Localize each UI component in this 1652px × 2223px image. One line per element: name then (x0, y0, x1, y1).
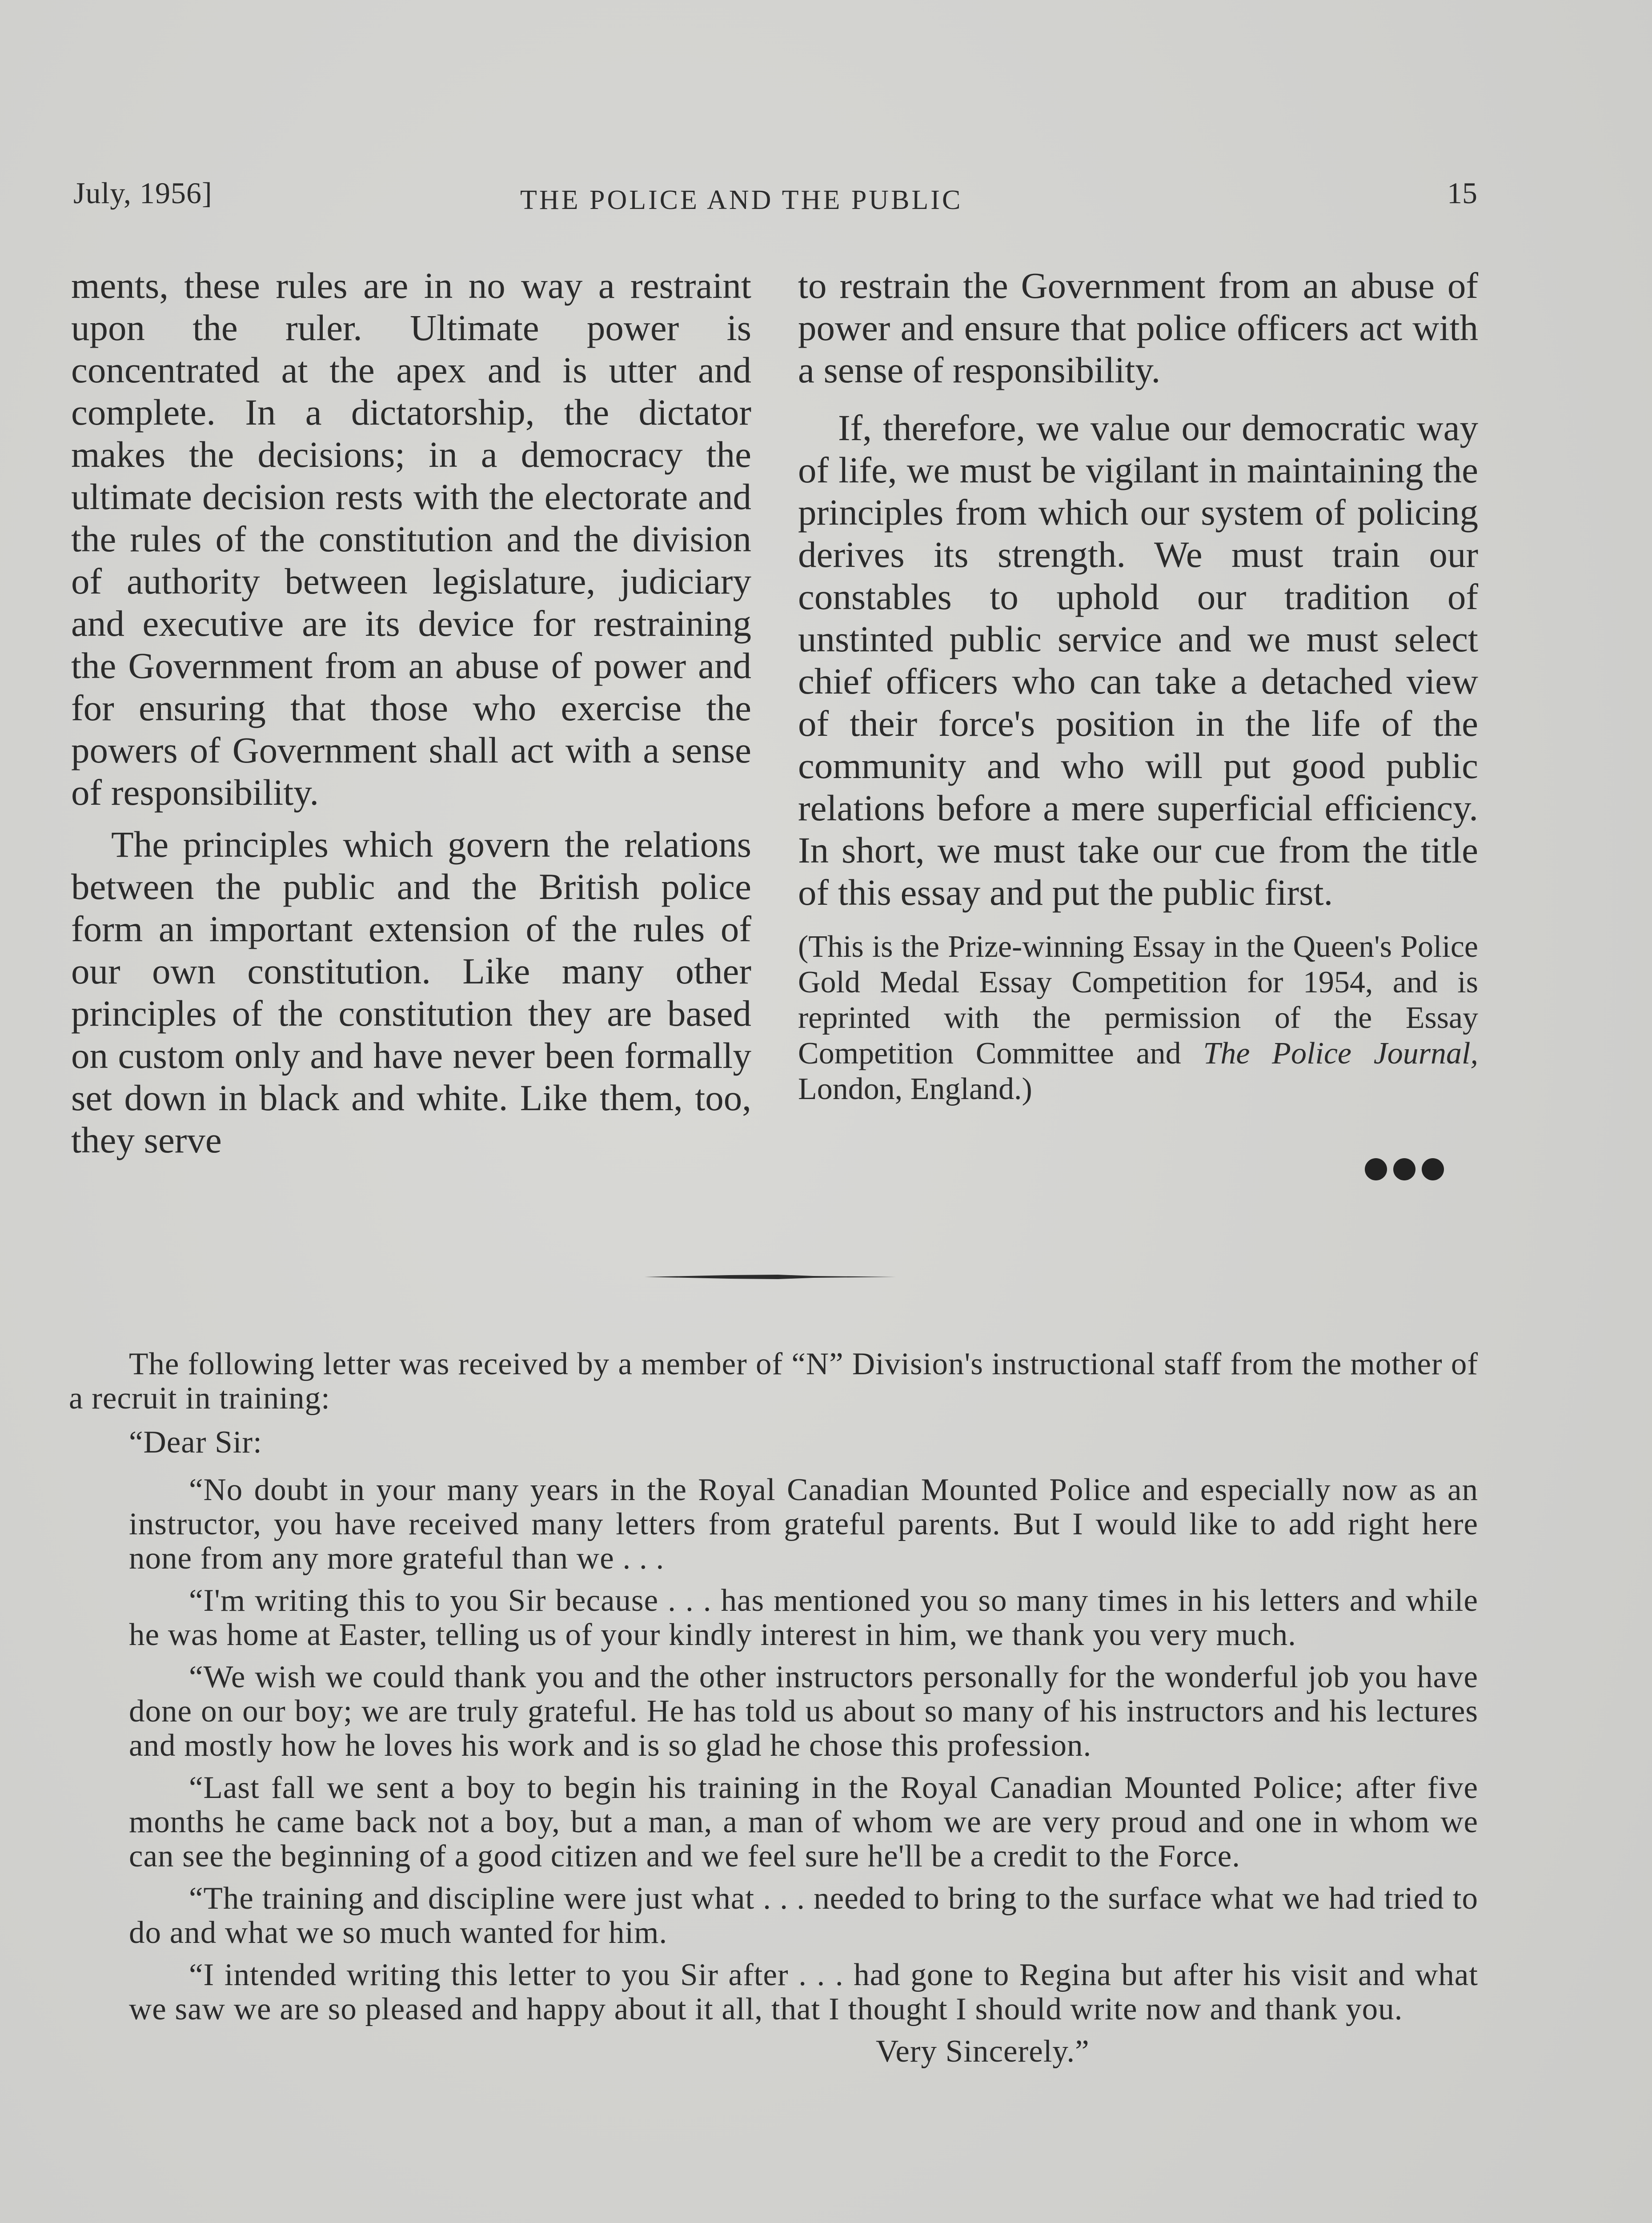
page-number: 15 (1447, 176, 1477, 210)
essay-paragraph: If, therefore, we value our democratic way of life, we must be vigilant in maintaining the principles from which our system of policing derives its strength. We must train our constables to uphold our tradition of unstinted public service and we must select chief officers who can take a detached view of their force's position in the life of the community and who will put good public relations before a mere superficial efficiency. In short, we must take our cue from the title of this essay and put the public first. (798, 407, 1478, 913)
running-title: THE POLICE AND THE PUBLIC (520, 185, 963, 215)
letter-paragraph: “The training and discipline were just what . . . needed to bring to the surface what we had tried to do and what we so much wanted for him. (129, 1881, 1478, 1950)
letter-paragraph: “I intended writing this letter to you Sir after . . . had gone to Regina but after his visit and what we saw we are so pleased and happy about it all, that I thought I should write now and thank you. (129, 1958, 1478, 2026)
end-dot (1393, 1158, 1415, 1180)
letter-paragraph: “Last fall we sent a boy to begin his training in the Royal Canadian Mounted Police; after five months he came back not a boy, but a man, a man of whom we are very proud and one in whom we can see the beginning of a good citizen and we feel sure he'll be a credit to the Force. (129, 1770, 1478, 1874)
note-text-after: London, England.) (798, 1072, 1032, 1106)
letter-intro: The following letter was received by a member of “N” Division's instructional staff from the mother of a recruit in training: (69, 1347, 1478, 1416)
section-divider (645, 1274, 896, 1280)
essay-right-column (798, 265, 1478, 1107)
letter-section (69, 1347, 1478, 2077)
end-dot (1422, 1158, 1444, 1180)
essay-paragraph: ments, these rules are in no way a restraint upon the ruler. Ultimate power is concentrated at the apex and is utter and complete. In a dictatorship, the dictator makes the decisions; in a democracy the ultimate decision rests with the electorate and the rules of the constitution and the division of authority between legislature, judiciary and executive are its device for restraining the Government from an abuse of power and for ensuring that those who exercise the powers of Government shall act with a sense of responsibility. (71, 265, 751, 813)
essay-source-note (798, 929, 1478, 1107)
letter-salutation: “Dear Sir: (129, 1425, 262, 1460)
letter-closing: Very Sincerely.” (876, 2034, 1090, 2069)
essay-paragraph: The principles which govern the relations between the public and the British police form an important extension of the rules of our own constitution. Like many other principles of the constitution they are based on custom only and have never been formally set down in black and white. Like them, too, they serve (71, 824, 751, 1160)
end-dot (1365, 1158, 1387, 1180)
essay-left-column (71, 265, 751, 1161)
letter-paragraph: “No doubt in your many years in the Royal Canadian Mounted Police and especially now as an instructor, you have received many letters from grateful parents. But I would like to add right here none from any more grateful than we . . . (129, 1473, 1478, 1576)
letter-paragraph: “We wish we could thank you and the other instructors personally for the wonderful job you have done on our boy; we are truly grateful. He has told us about so many of his instructors and his lectures and mostly how he loves his work and is so glad he chose this profession. (129, 1660, 1478, 1763)
end-of-article-mark (1365, 1158, 1444, 1180)
letter-paragraph: “I'm writing this to you Sir because . . . has mentioned you so many times in his letters and while he was home at Easter, telling us of your kindly interest in him, we thank you very much. (129, 1583, 1478, 1652)
journal-title: The Police Journal, (1203, 1036, 1478, 1071)
essay-paragraph: to restrain the Government from an abuse of power and ensure that police officers act with a sense of responsibility. (798, 265, 1478, 390)
header-date: July, 1956] (73, 176, 213, 210)
note-text-before: (This is the Prize-winning Essay in the Queen's Police Gold Medal Essay Competition for 1954, and is reprinted with the permission of the Essay Competition Committee and (798, 930, 1478, 1071)
